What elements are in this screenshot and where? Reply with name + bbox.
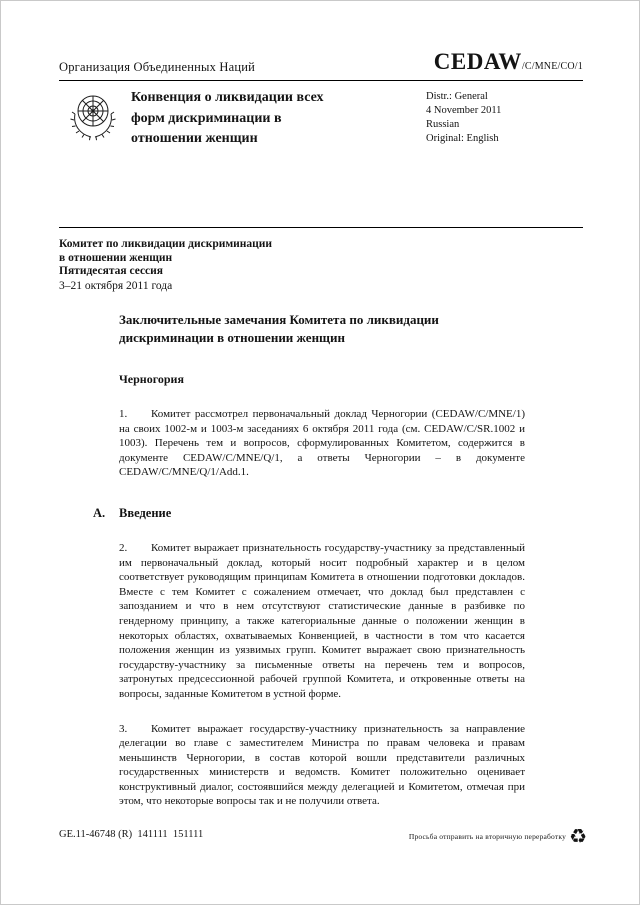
session-dates: 3–21 октября 2011 года [59, 279, 173, 292]
session-title: Пятидесятая сессия [59, 265, 164, 277]
paragraph-1 [119, 407, 525, 480]
masthead [59, 80, 583, 228]
paragraph-3-number: 3. [119, 722, 128, 735]
section-a-title: Введение [119, 505, 172, 520]
document-symbol [434, 49, 583, 75]
document-symbol-suffix: /C/MNE/CO/1 [521, 61, 583, 72]
paragraph-1-number: 1. [119, 408, 128, 420]
document-symbol-main: CEDAW [433, 49, 522, 74]
organization-name: Организация Объединенных Наций [59, 60, 256, 74]
un-emblem-icon [61, 84, 125, 148]
ge-number: GE.11-46748 (R) 141111 151111 [59, 829, 204, 840]
top-header [59, 49, 583, 81]
recycle-note-text: Просьба отправить на вторичную переработку [408, 831, 567, 841]
distr-original: Original: English [426, 133, 499, 144]
distr-language: Russian [426, 119, 460, 130]
committee-block [59, 238, 272, 293]
paragraph-2 [119, 541, 525, 702]
section-a-heading [93, 505, 525, 521]
recycle-notice [409, 826, 587, 846]
paragraph-2-text: Комитет выражает признательность государству-участнику за представленный им первоначальный доклад, который носит подробный характер и в целом соответствует руководящим принципам Комитета в отношении подготовки докладов. Вместе с тем Комитет с сожалением отмечает, что доклад был представлен с запозданием и что в нем отсутствуют статистические данные в разбивке по гендерному принципу, а также категориальные данные о положении женщин в некоторых областях, охватываемых Конвенцией, в частности в том что касается положения женщин из уязвимых групп. Комитет выражает свою признательность государству-участнику за письменные ответы на перечень тем и вопросов, затронутых предсессионной рабочей группой Комитета, и откровенные ответы на вопросы, заданные Комитетом в устной форме. [119, 541, 525, 700]
document-body [93, 311, 525, 820]
convention-title: Конвенция о ликвидации всех форм дискриминации в отношении женщин [131, 90, 324, 146]
committee-name-line2: в отношении женщин [59, 251, 173, 264]
distr-line: Distr.: General [426, 91, 488, 102]
country-heading: Черногория [119, 372, 184, 386]
distr-date: 4 November 2011 [426, 105, 502, 116]
section-a-letter: A. [93, 505, 106, 520]
committee-name-line1: Комитет по ликвидации дискриминации [59, 238, 273, 250]
paragraph-3-text: Комитет выражает государству-участнику признательность за направление делегации во главе с заместителем Министра по правам человека и правам меньшинств Черногории, в состав которой вошли представители различных государственных министерств и ведомств. Комитет положительно оценивает конструктивный диалог, состоявшийся между делегацией и Комитетом, отмечая при этом, что некоторые вопросы так и не получили ответа. [119, 722, 525, 808]
paragraph-3 [119, 722, 525, 810]
recycle-icon: ♻ [569, 824, 587, 848]
main-title: Заключительные замечания Комитета по ликвидации дискриминации в отношении женщин [119, 312, 439, 345]
distribution-block [426, 90, 581, 146]
paragraph-1-text: Комитет рассмотрел первоначальный доклад Черногории (CEDAW/C/MNE/1) на своих 1002-м и 1003-м заседаниях 6 октября 2011 года (см. CEDAW/C/SR.1002 и 1003). Перечень тем и вопросов, сформулированных Комитетом, содержится в документе CEDAW/C/MNE/Q/1, а ответы Черногории – в документе CEDAW/C/MNE/Q/1/Add.1. [119, 408, 525, 479]
paragraph-2-number: 2. [119, 541, 128, 554]
